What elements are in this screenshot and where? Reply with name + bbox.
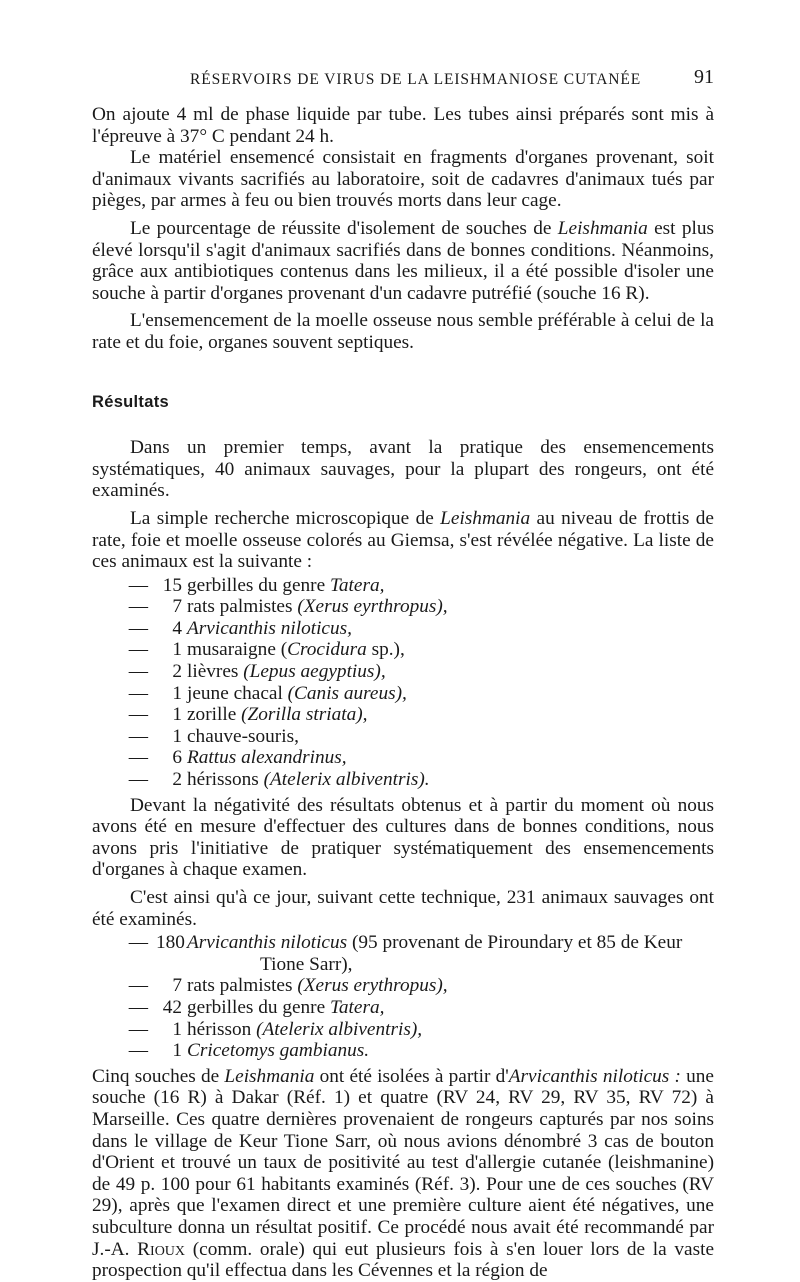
list-item: — 2 hérissons (Atelerix albiventris). — [128, 769, 430, 791]
paragraph-phase-liquide: On ajoute 4 ml de phase liquide par tube. Les tubes ainsi préparés sont mis à l'épreuve à 37° C pendant 24 h. — [92, 104, 714, 147]
list-item: — 15 gerbilles du genre Tatera, — [128, 574, 385, 596]
species-list-first — [92, 575, 714, 791]
list-item: — 1 chauve-souris, — [128, 725, 299, 747]
page-number: 91 — [694, 66, 714, 88]
list-item: — 7 rats palmistes (Xerus eyrthropus), — [128, 596, 448, 618]
running-title: RÉSERVOIRS DE VIRUS DE LA LEISHMANIOSE CUTANÉE — [190, 71, 642, 88]
species-list-second — [92, 932, 714, 1062]
list-item: — 2 lièvres (Lepus aegyptius), — [128, 661, 386, 683]
paragraph-premier-temps: Dans un premier temps, avant la pratique des ensemencements systématiques, 40 animaux sauvages, pour la plupart des rongeurs, ont été examinés. — [92, 437, 714, 502]
paragraph-pourcentage: Le pourcentage de réussite d'isolement de souches de Leishmania est plus élevé lorsqu'il s'agit d'animaux sacrifiés dans de bonnes conditions. Néanmoins, grâce aux antibiotiques contenus dans les milieux, il a été possible d'isoler une souche à partir d'organes provenant d'un cadavre putréfié (souche 16 R). — [92, 217, 715, 304]
list-item: — 1 jeune chacal (Canis aureus), — [128, 682, 407, 704]
paragraph-231-animaux: C'est ainsi qu'à ce jour, suivant cette technique, 231 animaux sauvages ont été examinés. — [92, 887, 714, 930]
list-item: — 1 musaraigne (Crocidura sp.), — [128, 639, 405, 661]
list-item: — 1 zorille (Zorilla striata), — [128, 704, 368, 726]
article-body — [92, 104, 714, 1282]
paragraph-cinq-souches: Cinq souches de Leishmania ont été isolées à partir d'Arvicanthis niloticus : une souche (16 R) à Dakar (Réf. 1) et quatre (RV 24, RV 29, RV 35, RV 72) à Marseille. Ces quatre dernières provenaient de rongeurs capturés par nos soins dans le village de Keur Tione Sarr, où nous avions dénombré 3 cas de bouton d'Orient et trouvé un taux de positivité au test d'allergie cutanée (leishmanine) de 49 p. 100 pour 61 habitants examinés (Réf. 3). Pour une de ces souches (RV 29), après que l'examen direct et une première culture aient été négatives, une subculture donna un résultat positif. Ce procédé nous avait été recommandé par J.-A. Rioux (comm. orale) qui eut plusieurs fois à s'en louer lors de la vaste prospection qu'il effectua dans les Cévennes et la région de — [92, 1065, 714, 1282]
paragraph-moelle: L'ensemencement de la moelle osseuse nous semble préférable à celui de la rate et du foie, organes souvent septiques. — [92, 310, 714, 353]
paragraph-negativite: Devant la négativité des résultats obtenus et à partir du moment où nous avons été en mesure d'effectuer des cultures dans de bonnes conditions, nous avons pris l'initiative de pratiquer systématiquement des ensemencements d'organes à chaque examen. — [92, 794, 714, 881]
list-item: — 42 gerbilles du genre Tatera, — [128, 996, 385, 1018]
paragraph-recherche: La simple recherche microscopique de Leishmania au niveau de frottis de rate, foie et moelle osseuse colorés au Giemsa, s'est révélée négative. La liste de ces animaux est la suivante : — [92, 507, 714, 573]
list-item: — 6 Rattus alexandrinus, — [128, 747, 347, 769]
list-item: — 4 Arvicanthis niloticus, — [128, 617, 352, 639]
section-heading-resultats: Résultats — [92, 392, 169, 411]
list-item: — 1 hérisson (Atelerix albiventris), — [128, 1018, 423, 1040]
list-item: — 7 rats palmistes (Xerus erythropus), — [128, 975, 448, 997]
list-item: — 180 Arvicanthis niloticus (95 provenant de Piroundary et 85 de Keur Tione Sarr), — [128, 932, 683, 975]
list-item: — 1 Cricetomys gambianus. — [128, 1040, 370, 1062]
paragraph-materiel: Le matériel ensemencé consistait en fragments d'organes provenant, soit d'animaux vivants sacrifiés au laboratoire, soit de cadavres d'animaux tués par pièges, par armes à feu ou bien trouvés morts dans leur cage. — [92, 147, 714, 212]
page-header — [92, 66, 714, 96]
